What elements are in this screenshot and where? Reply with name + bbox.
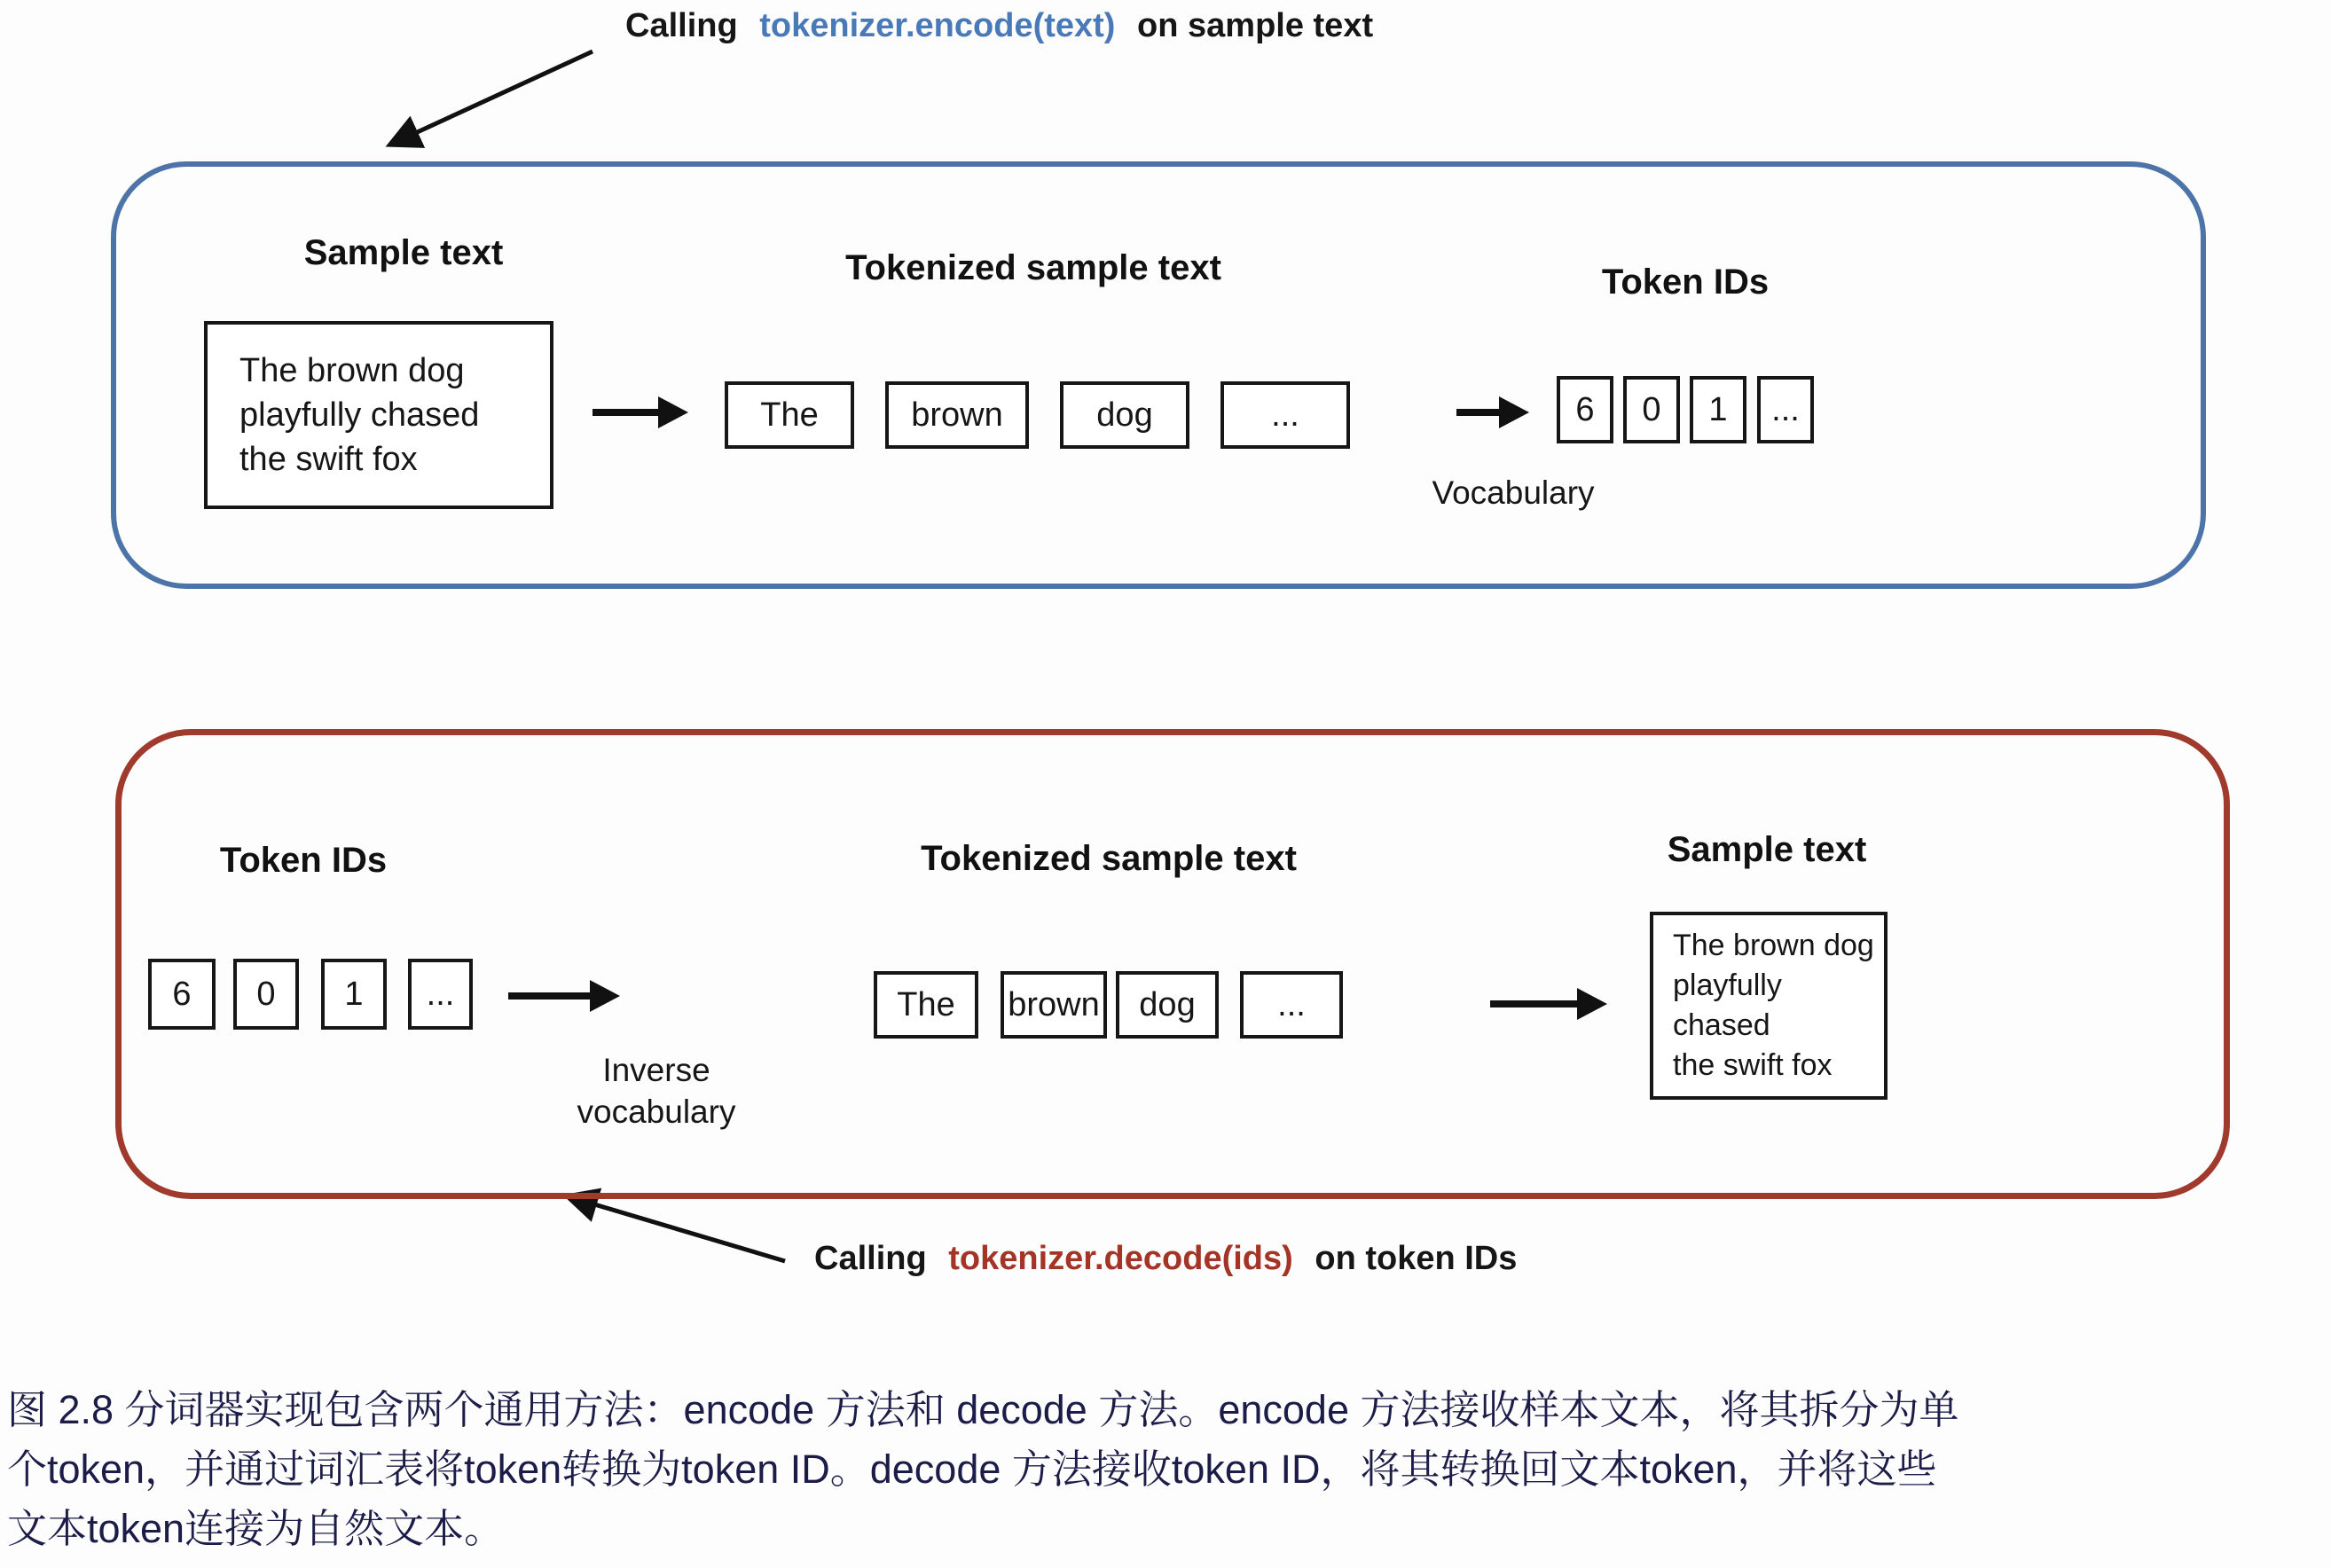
- encode-sample-text-box: [204, 321, 553, 509]
- figure-caption: [7, 1380, 2327, 1558]
- token-box: The: [874, 971, 978, 1039]
- caption-line: 文本token连接为自然文本。: [7, 1506, 505, 1551]
- decode-tokenized-heading: Tokenized sample text: [921, 839, 1297, 878]
- decode-sample-heading: Sample text: [1667, 830, 1867, 869]
- decode-call-code: tokenizer.decode(ids): [948, 1240, 1293, 1277]
- token-box: dog: [1060, 381, 1189, 449]
- token-id-box-ellipsis: ...: [1757, 376, 1814, 443]
- token-id-box: 0: [1623, 376, 1680, 443]
- decode-call-prefix: Calling: [814, 1240, 927, 1277]
- sample-text-line: the swift fox: [239, 441, 418, 479]
- token-box-ellipsis: ...: [1240, 971, 1343, 1039]
- token-id-box: 0: [233, 959, 299, 1030]
- encode-token-ids-heading: Token IDs: [1601, 263, 1770, 302]
- sample-text-line: playfully chased: [239, 396, 480, 434]
- sample-text-line: The brown dog: [239, 351, 465, 389]
- inverse-vocabulary-line: Inverse: [602, 1052, 710, 1088]
- decode-sample-text-box: [1650, 912, 1888, 1100]
- token-box: dog: [1116, 971, 1219, 1039]
- sample-text-line: playfully chased: [1673, 968, 1782, 1042]
- inverse-vocabulary-label: [577, 1049, 736, 1133]
- encode-call-code: tokenizer.encode(text): [759, 7, 1116, 44]
- token-id-box: 6: [1557, 376, 1613, 443]
- encode-call-annotation: [625, 7, 1373, 45]
- caption-line: 图 2.8 分词器实现包含两个通用方法：encode 方法和 decode 方法。encode 方法接收样本文本，将其拆分为单: [7, 1387, 1959, 1432]
- encode-tokenized-heading: Tokenized sample text: [845, 248, 1221, 287]
- flow-arrow-icon: [1490, 988, 1607, 1020]
- decode-call-suffix: on token IDs: [1315, 1240, 1518, 1277]
- encode-call-suffix: on sample text: [1137, 7, 1374, 44]
- flow-arrow-icon: [593, 396, 688, 428]
- encode-annotation-arrow-icon: [390, 51, 593, 145]
- token-box: brown: [885, 381, 1029, 449]
- token-id-box: 1: [321, 959, 387, 1030]
- encode-sample-heading: Sample text: [303, 233, 504, 272]
- decode-token-ids-heading: Token IDs: [219, 841, 388, 880]
- sample-text-line: The brown dog: [1673, 929, 1874, 963]
- token-id-box-ellipsis: ...: [408, 959, 473, 1030]
- token-box-ellipsis: ...: [1220, 381, 1350, 449]
- sample-text-line: the swift fox: [1673, 1047, 1833, 1082]
- token-id-box: 1: [1690, 376, 1746, 443]
- caption-line: 个token，并通过词汇表将token转换为token ID。decode 方法接收token ID，将其转换回文本token，并将这些: [7, 1446, 1937, 1492]
- encode-call-prefix: Calling: [625, 7, 738, 44]
- token-box: brown: [1001, 971, 1107, 1039]
- decode-call-annotation: [814, 1240, 1517, 1278]
- inverse-vocabulary-line: vocabulary: [577, 1094, 736, 1131]
- decode-annotation-arrow-icon: [568, 1196, 785, 1261]
- flow-arrow-icon: [508, 980, 620, 1012]
- token-id-box: 6: [148, 959, 216, 1030]
- flow-arrow-icon: [1456, 396, 1529, 428]
- token-box: The: [725, 381, 854, 449]
- vocabulary-label: Vocabulary: [1432, 474, 1595, 511]
